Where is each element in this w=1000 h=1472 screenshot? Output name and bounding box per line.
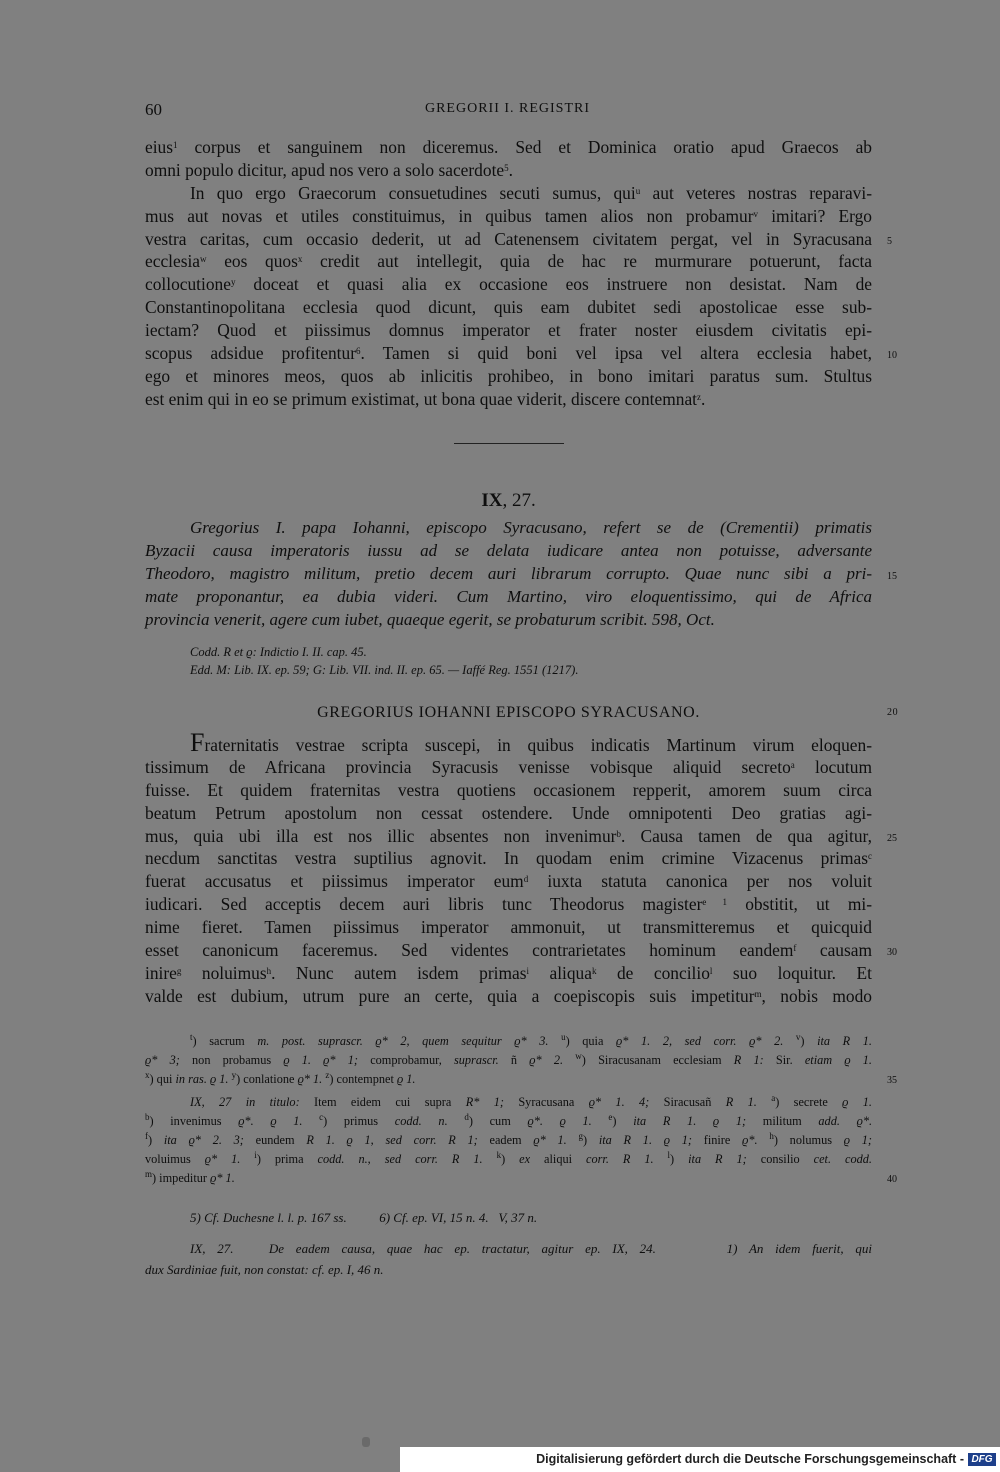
letter-number-rest: , 27. [502,490,536,511]
text-run: eundem [255,1133,307,1147]
italic-text: in ras. ϱ 1. [175,1072,229,1086]
footnote-marker: 1 [173,140,178,150]
text-line [145,1093,872,1112]
text-run: ) invenimus [149,1114,239,1128]
text-run: ) [501,1152,520,1166]
text-line [145,1131,872,1150]
section-divider [454,443,564,444]
letter-addressee [145,704,899,722]
footer-credit-bar [400,1447,1000,1472]
text-run: causam [796,940,872,961]
footnote-marker: y [230,277,236,288]
initial-letter: F [190,728,205,757]
text-run [563,1053,575,1067]
text-run [758,1133,770,1147]
apparatus-variants [145,1093,897,1188]
summary-text: Byzacii causa imperatoris iussu ad se delata iudicare antea non potuisse, adversante [145,540,872,560]
summary-line [145,563,897,586]
text-run: de concilio [596,962,710,983]
summary-text: mate proponantur, ea dubia videri. Cum Martino, viro eloquentissimo, qui de Africa [145,586,872,606]
text-run: ) quia [565,1034,617,1048]
italic-text: IX, 27 in titulo: [190,1095,315,1109]
text-run: eadem [489,1133,534,1147]
text-run: suo loquitur. Et [712,962,872,983]
summary-text: Gregorius I. papa Iohanni, episcopo Syracusano, refert se de (Crementii) primatis [190,518,872,537]
italic-text: ita R 1. ϱ 1; [598,1133,704,1147]
letter-number-book: IX [481,490,503,511]
text-run: comprobamur, [370,1053,454,1067]
footnote-marker: e 1 [702,897,727,908]
footnote-marker: m [754,988,762,999]
text-run: eos quos [206,251,298,272]
historical-notes [145,1207,872,1280]
italic-text: ϱ* 1. 2, sed corr. ϱ* 2. [616,1034,784,1048]
footnote-marker: k [591,965,597,976]
italic-text: ϱ* 2. [529,1053,564,1067]
page-number: 60 [145,100,162,119]
footnote-marker: u [561,1032,566,1042]
text-run: imitari? Ergo [758,205,872,226]
text-run: scopus adsidue profitentur [145,343,356,364]
text-run [448,1114,465,1128]
text-run: eius [145,137,174,157]
text-line [145,825,897,848]
text-run: ) conlatione [236,1072,298,1086]
text-run: beatum Petrum apostolum non cessat ostendere. Unde omnipotenti Deo gratias agi- [145,802,872,823]
text-line [145,728,872,757]
italic-text: ϱ* 1. [533,1133,567,1147]
footnote-marker: g [176,965,182,976]
footnote-marker: k [496,1150,502,1160]
text-line [145,159,872,182]
text-run: ) [670,1152,689,1166]
running-head: GREGORII I. REGISTRI [424,101,591,116]
text-line [145,228,892,251]
text-run: raternitatis vestrae scripta suscepi, in quibus indicatis Martinum virum eloquen- [204,735,872,755]
text-run: mus aut novas et utiles constituimus, in quibus tamen alios non probamur [145,205,754,226]
italic-text: ex [519,1152,545,1166]
text-run: consilio [760,1152,814,1166]
line-number: 5 [887,235,892,247]
summary-line [145,609,872,632]
text-line [145,1032,872,1051]
italic-text: R 1. ϱ 1, sed corr. R 1; [306,1133,490,1147]
line-number: 35 [887,1075,897,1086]
text-run: collocutione [145,274,231,295]
italic-text: ϱ* 3; [145,1053,193,1067]
text-run: credit aut intellegit, quia de hac re murmurare potuerunt, facta [302,251,872,272]
text-line [145,1112,872,1131]
italic-text: R 1: [733,1053,776,1067]
ink-spot [362,1437,370,1447]
line-number: 25 [887,832,897,844]
text-run: ) cum [468,1114,528,1128]
text-run [592,1114,609,1128]
italic-text: R 1. [725,1095,757,1109]
line-number: 40 [887,1174,897,1185]
italic-text: cet. codd. [813,1152,872,1166]
note-line: 5) Cf. Duchesne l. l. p. 167 ss. 6) Cf. ep. VI, 15 n. 4. V, 37 n. [190,1210,538,1225]
text-run: valde est dubium, utrum pure an certe, quia a coepiscopis suis impetitur [145,985,755,1006]
italic-text: ϱ* 1. [210,1171,235,1185]
text-run: iuxta statuta canonica per nos voluit [528,871,872,892]
text-line [145,319,872,342]
footnote-marker: z [697,391,702,402]
italic-text: add. ϱ*. [818,1114,873,1128]
codices-line: Codd. R et ϱ: Indictio I. II. cap. 45. [190,645,367,659]
text-run: Constantinopolitana ecclesia quod dicunt, quis eam dubitet sedi apostolicae esse sub- [145,297,872,318]
summary-text: provincia venerit, agere cum iubet, quaeque egerit, se probaturum scribit. 598, Oct. [145,609,715,629]
addressee-text: GREGORIUS IOHANNI EPISCOPO SYRACUSANO. [317,704,700,721]
text-run [548,1034,561,1048]
text-run: ) impeditur [152,1171,211,1185]
text-run: iectam? Quod et piissimus domnus imperator et frater noster eiusdem civitatis epi- [145,320,872,341]
line-number: 10 [887,350,897,362]
text-run: Item eidem cui supra [314,1095,466,1109]
text-run [654,1152,668,1166]
intro-paragraphs [145,136,897,411]
text-line [145,1070,897,1089]
letter-summary [145,517,897,631]
text-run: tissimum de Africana provincia Syracusis venisse vobisque aliquid secreto [145,756,791,777]
text-line [145,182,872,205]
footnote-marker: 6 [356,346,361,357]
summary-line [145,586,872,609]
italic-text: etiam ϱ 1. [804,1053,873,1067]
italic-text: ita R 1; [688,1152,761,1166]
text-run: militum [762,1114,819,1128]
footnote-marker: u [635,185,641,196]
italic-text: ϱ* 1. 4; [588,1095,664,1109]
text-run: finire [703,1133,743,1147]
footnote-marker: b [145,1112,150,1122]
codices-line: Edd. M: Lib. IX. ep. 59; G: Lib. VII. ind. II. ep. 65. — Iaffé Reg. 1551 (1217). [190,663,579,677]
text-line [145,916,872,939]
text-run: . [508,159,513,180]
footnote-marker: x [297,254,303,265]
footnote-marker: c [868,851,872,862]
text-run: ) nolumus [773,1133,844,1147]
italic-text: suprascr. [453,1053,511,1067]
footnote-marker: b [616,828,621,839]
text-line [145,1169,897,1188]
footnote-marker: v [795,1032,801,1042]
text-line [145,1051,872,1070]
footnote-marker: y [231,1070,237,1080]
text-run: nime fieret. Tamen piissimus imperator ammonuit, ut transmitteremus et quicquid [145,917,872,938]
text-run: Siracusañ [663,1095,726,1109]
footnote-marker: a [771,1093,776,1103]
text-line [145,342,897,365]
text-run: Syracusana [518,1095,589,1109]
italic-text: codd. n., sed corr. R 1. [317,1152,483,1166]
text-run: ) [612,1114,634,1128]
footnote-marker: w [575,1051,582,1061]
italic-text: corr. R 1. [586,1152,654,1166]
footnote-marker: g [578,1131,583,1141]
italic-text: ita R 1. ϱ 1; [633,1114,763,1128]
text-run: inire [145,962,177,983]
apparatus-readings [145,1032,897,1089]
text-run: iudicari. Sed acceptis decem auri libris tunc Theodorus magister [145,894,703,915]
text-run: aliqua [528,962,592,983]
italic-text: ϱ*. ϱ 1. [527,1114,592,1128]
text-run: aut veteres nostras reparavi- [640,182,872,203]
text-run [567,1133,579,1147]
page-header [145,100,870,122]
footnote-marker: c [319,1112,324,1122]
text-line [145,962,872,985]
text-run: ) secrete [775,1095,843,1109]
text-run [483,1152,497,1166]
footnote-marker: t [190,1032,193,1042]
text-line [145,756,872,779]
text-run: obstitit, ut mi- [727,894,873,915]
footnote-marker: l [667,1150,671,1160]
text-run [783,1034,796,1048]
line-number: 15 [887,570,897,582]
footnote-marker: w [200,254,207,265]
text-run: , nobis modo [761,985,873,1006]
italic-text: ϱ 1. ϱ* 1; [283,1053,371,1067]
text-run: ego et minores meos, quos ab inlicitis prohibeo, in bono imitari paratus sum. Stultus [145,365,872,386]
text-run: In quo ergo Graecorum consuetudines secuti sumus, qui [190,182,636,203]
text-line [145,802,872,825]
footnote-marker: x [145,1070,150,1080]
italic-text: ϱ 1. [842,1095,872,1109]
footnote-marker: h [266,965,272,976]
footnote-marker: v [753,208,758,219]
text-run: corpus et sanguinem non diceremus. Sed et Dominica oratio apud Graecos ab [177,137,872,157]
text-run: ) primus [323,1114,395,1128]
italic-text: ϱ*. [742,1133,758,1147]
footnote-marker: h [769,1131,774,1141]
italic-text: ϱ 1; [843,1133,873,1147]
italic-text: ϱ 1. [396,1072,416,1086]
footnote-marker: l [709,965,713,976]
text-run: ecclesia [145,251,201,272]
italic-text: ϱ* 1. [297,1072,323,1086]
italic-text: ϱ* 1. [204,1152,241,1166]
text-line [145,365,872,388]
footnote-marker: a [790,759,795,770]
letter-number [145,490,872,512]
italic-text: ϱ*. ϱ 1. [238,1114,303,1128]
summary-line [145,540,872,563]
text-run: ) Siracusanam ecclesiam [581,1053,734,1067]
text-run: mus, quia ubi illa est nos illic absentes non invenimur [145,825,617,846]
text-run: fuerat accusatus et piissimus imperator eum [145,871,524,892]
text-run: locutum [794,756,872,777]
italic-text: ita R 1. [817,1034,872,1048]
footnote-marker: f [145,1131,148,1141]
letter-text [145,728,897,1008]
text-line [145,939,897,962]
text-line [145,136,872,159]
text-run: ) contempnet [329,1072,397,1086]
text-run: vestra caritas, cum occasio dederit, ut ad Catenensem civitatem pergat, vel in Syracusana [145,228,872,249]
text-run: fuisse. Et quidem fraternitas vestra quotiens occasionem repperit, amorem suum circa [145,779,872,800]
footnote-marker: i [254,1150,257,1160]
text-run [302,1114,319,1128]
text-run: noluimus [181,962,267,983]
text-run: . [701,388,706,409]
dfg-logo[interactable]: DFG [968,1453,996,1466]
footnote-marker: m [145,1169,153,1179]
text-run: aliqui [544,1152,587,1166]
footnote-marker: e [608,1112,613,1122]
summary-line [145,517,872,540]
text-run: ) [800,1034,818,1048]
text-line [145,893,872,916]
footnote-marker: 5 [504,162,509,173]
text-run: . Nunc autem isdem primas [271,962,527,983]
text-run: ) sacrum [192,1034,258,1048]
codices-editions [145,643,872,679]
text-run: est enim qui in eo se primum existimat, ut bona quae viderit, discere contemnat [145,388,698,409]
text-run: ) qui [149,1072,176,1086]
line-number: 20 [887,707,899,718]
footnote-marker: i [526,965,529,976]
text-line [145,847,872,870]
text-run: non probamus [192,1053,284,1067]
text-line [145,273,872,296]
text-run: ) [148,1133,164,1147]
text-run: . Causa tamen de qua agitur, [620,825,872,846]
note-line: IX, 27. De eadem causa, quae hac ep. tractatur, agitur ep. IX, 24. 1) An idem fuerit, qui [190,1241,872,1256]
summary-text: Theodoro, magistro militum, pretio decem auri librarum corrupto. Quae nunc sibi a pri- [145,563,872,583]
text-run: omni populo dicitur, apud nos vero a solo sacerdote [145,159,505,180]
italic-text: R* 1; [465,1095,519,1109]
text-line [145,205,872,228]
text-run: voluimus [145,1152,205,1166]
footnote-marker: z [325,1070,330,1080]
text-line [145,870,872,893]
line-number: 30 [887,947,897,959]
text-run: esset canonicum faceremus. Sed videntes contrarietates hominum eandem [145,940,794,961]
footnote-marker: d [464,1112,469,1122]
text-run: ) prima [256,1152,318,1166]
text-run [240,1152,254,1166]
text-run: necdum sanctitas vestra suptilius agnovit. In quodam enim crimine Vizacenus primas [145,848,868,869]
italic-text: codd. n. [394,1114,448,1128]
footnote-marker: f [793,943,797,954]
text-run: ñ [510,1053,530,1067]
text-run: . Tamen si quid boni vel ipsa vel altera ecclesia habet, [360,343,872,364]
text-run: Sir. [775,1053,805,1067]
italic-text: ita ϱ* 2. 3; [163,1133,256,1147]
footnote-marker: d [523,874,529,885]
text-line [145,779,872,802]
footer-credit: Digitalisierung gefördert durch die Deutsche Forschungsgemeinschaft - [536,1452,964,1466]
text-run [757,1095,771,1109]
text-line [145,296,872,319]
text-line [145,388,872,411]
note-line: dux Sardiniae fuit, non constat: cf. ep. I, 46 n. [145,1262,384,1277]
text-line [145,985,872,1008]
text-line [145,1150,872,1169]
italic-text: m. post. suprascr. ϱ* 2, quem sequitur ϱ* 3. [257,1034,549,1048]
text-line [145,250,872,273]
text-run: ) [582,1133,599,1147]
text-run: doceat et quasi alia ex occasione eos instruere non desistat. Nam de [235,274,872,295]
